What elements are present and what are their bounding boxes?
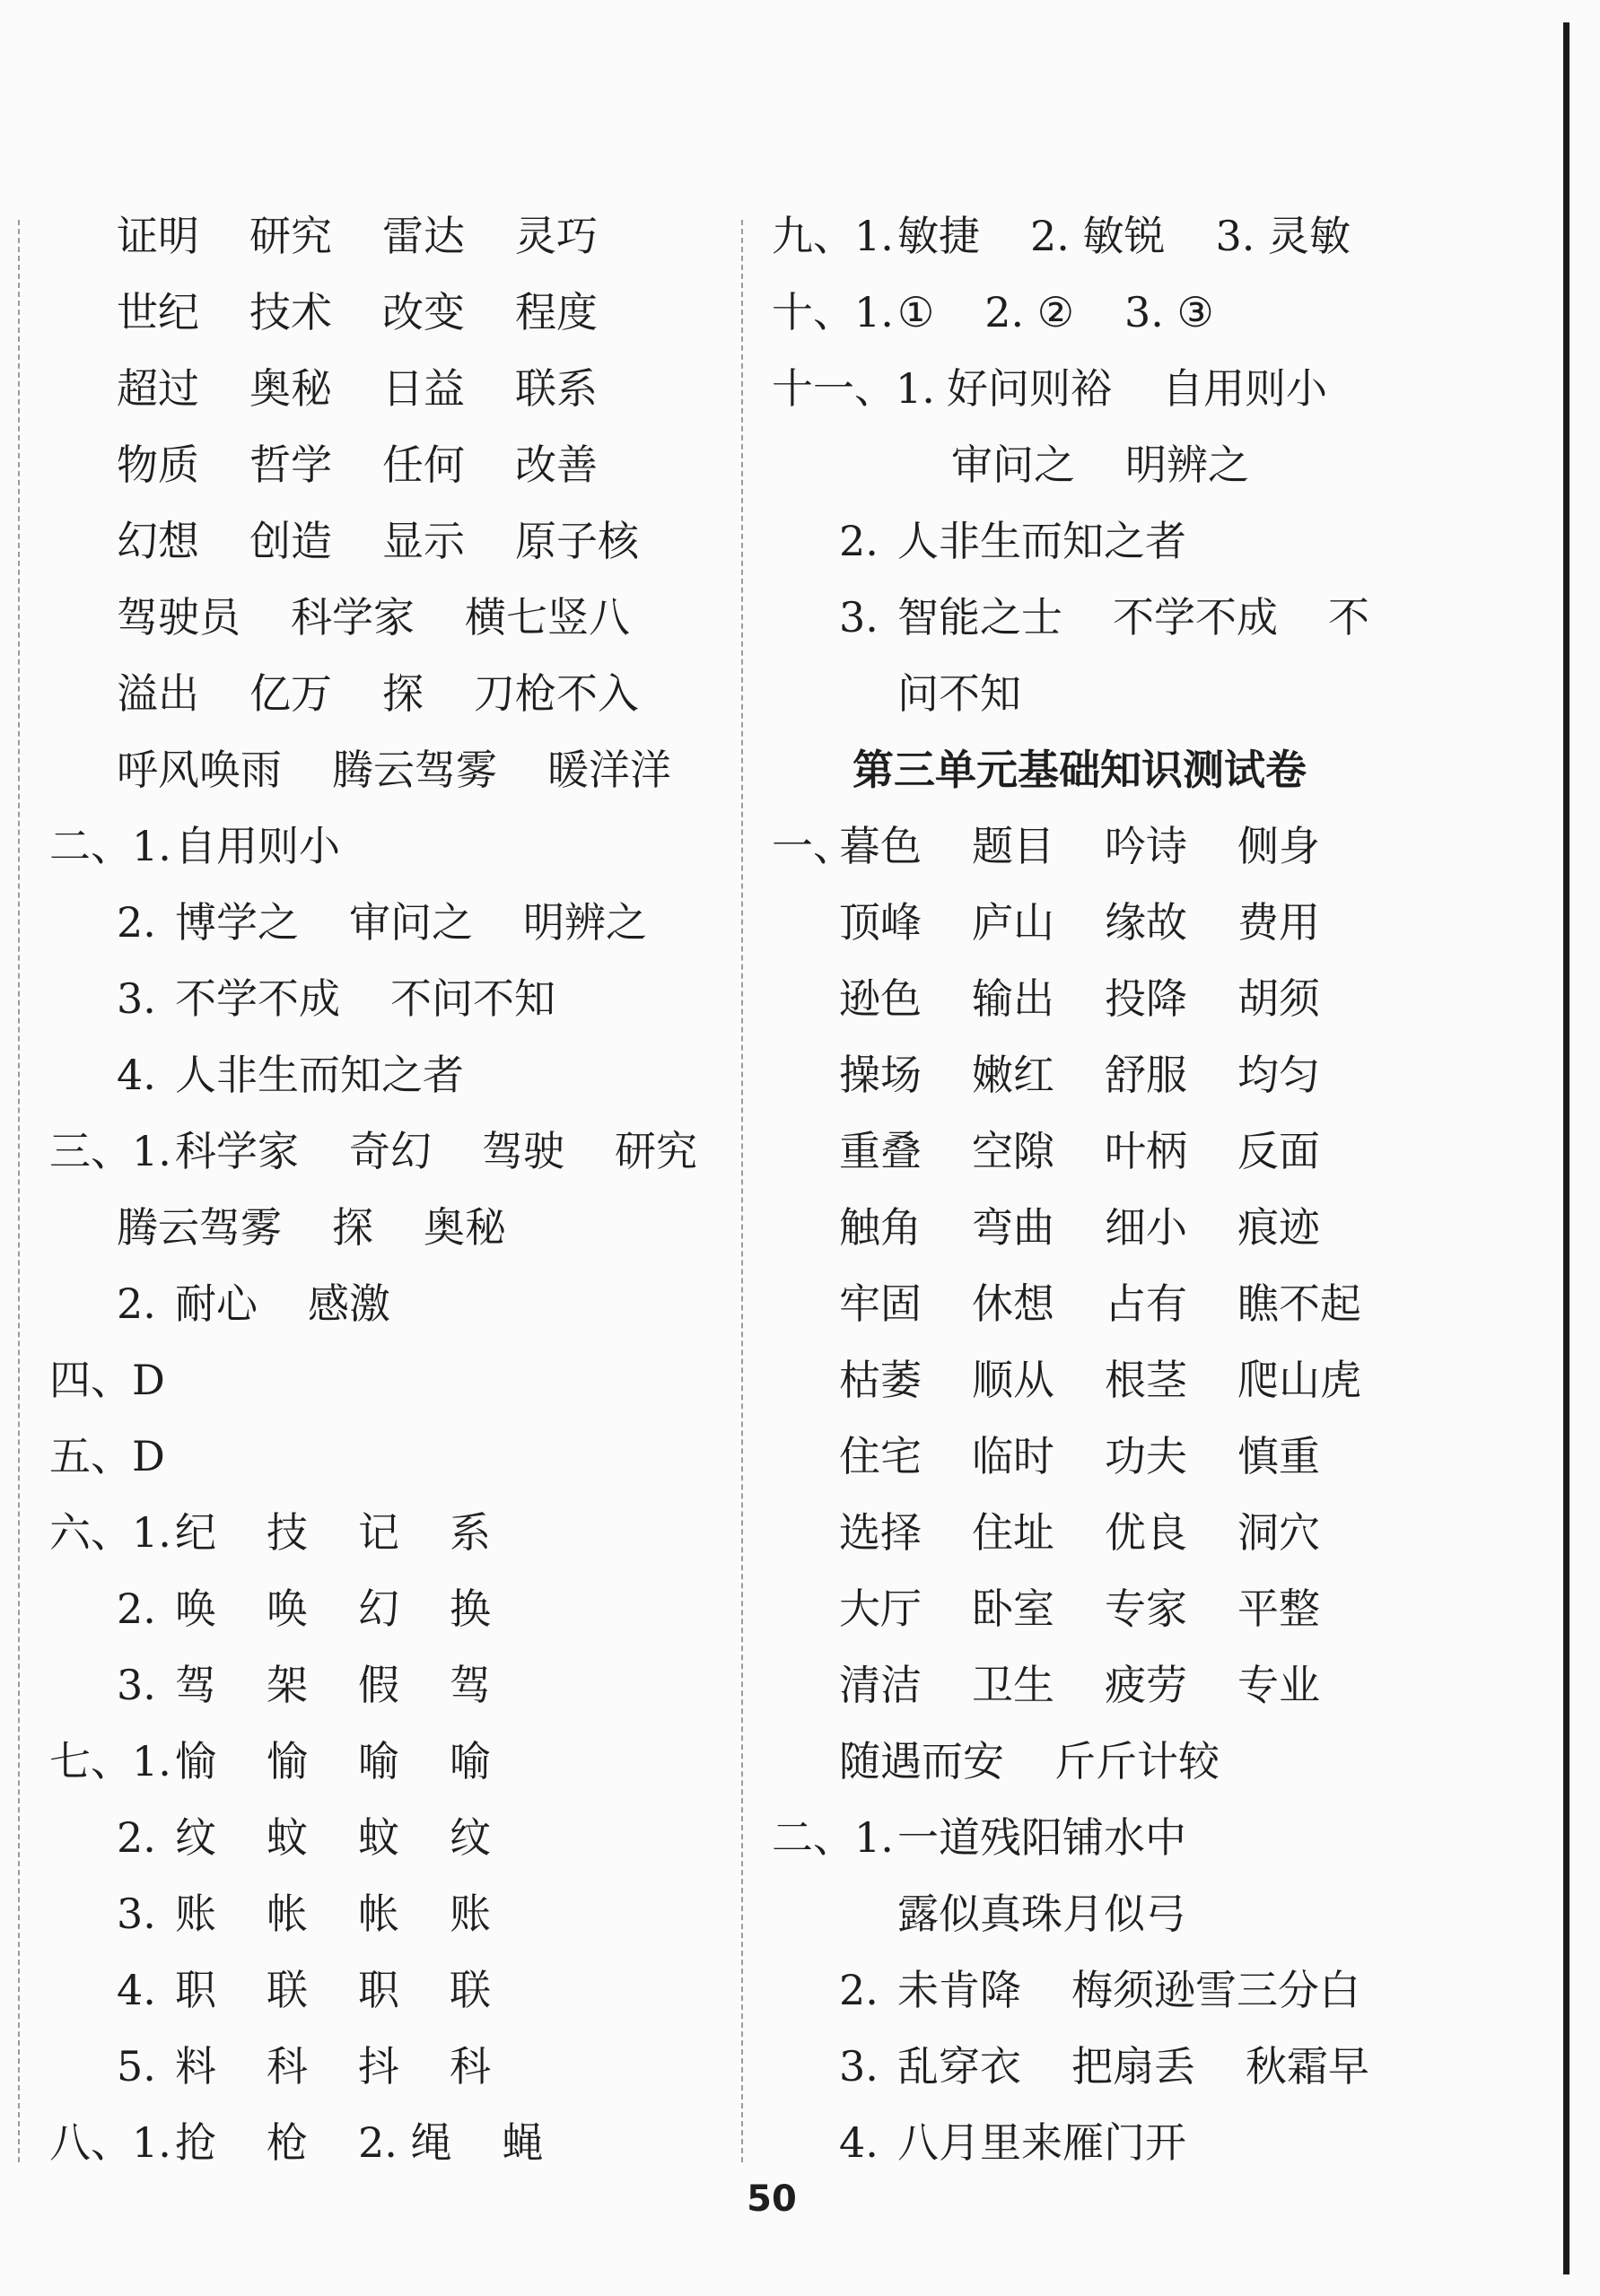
left-answer-line	[175, 821, 390, 871]
left-answer-line	[117, 1202, 556, 1253]
left-answer-line	[117, 516, 689, 566]
section-answer-line	[897, 2117, 1237, 2168]
answer-item: 雷达	[382, 212, 465, 260]
section-answer-line	[897, 1812, 1237, 1863]
answer-item: 超过	[117, 364, 199, 413]
answer-item: 均匀	[1237, 1051, 1320, 1099]
answer-item: 改变	[382, 288, 465, 336]
left-marker: 六、1.	[49, 1508, 171, 1557]
answer-item: 科学家	[175, 1127, 299, 1175]
answer-item: 输出	[972, 974, 1054, 1023]
section-answer-line	[839, 1050, 1370, 1100]
left-marker: 八、1.	[49, 2118, 171, 2167]
answer-item: 不	[1328, 593, 1369, 642]
answer-item: 2. ②	[984, 288, 1074, 336]
answer-item: 科	[450, 2042, 491, 2091]
answer-item: 不学不成	[1113, 593, 1278, 642]
section-marker: 4.	[839, 2118, 879, 2167]
section-answer-line	[839, 1202, 1370, 1253]
right-marker: 2.	[839, 517, 879, 565]
answer-item: 愉	[267, 1737, 308, 1785]
answer-item: 优良	[1105, 1508, 1187, 1557]
answer-item: 投降	[1105, 974, 1187, 1023]
answer-item: 幻	[358, 1585, 399, 1633]
answer-item: 暮色	[839, 822, 922, 870]
answer-item: 休想	[972, 1279, 1054, 1328]
answer-item: 顺从	[972, 1356, 1054, 1404]
left-marker: 2.	[117, 898, 156, 947]
answer-item: 随遇而安	[839, 1737, 1004, 1785]
answer-item: 逊色	[839, 974, 922, 1023]
section-answer-line	[839, 897, 1370, 947]
section-marker: 3.	[839, 2042, 879, 2091]
right-marker: 3.	[839, 593, 879, 642]
answer-item: 明辨之	[1125, 441, 1249, 489]
answer-item: 任何	[382, 441, 465, 489]
left-answer-line	[175, 973, 606, 1024]
answer-item: 显示	[382, 517, 465, 565]
left-marker: 5.	[117, 2042, 156, 2091]
answer-item: 亿万	[249, 669, 332, 718]
answer-item: 唤	[175, 1585, 216, 1633]
left-marker: 2.	[117, 1813, 156, 1862]
left-answer-line	[117, 287, 648, 337]
left-answer-line	[175, 1660, 541, 1710]
left-answer-line	[175, 1965, 541, 2015]
section-answer-line	[839, 1507, 1370, 1558]
answer-item: 耐心	[175, 1279, 258, 1328]
answer-item: 系	[450, 1508, 491, 1557]
answer-item: 改善	[515, 441, 598, 489]
answer-item: 梅须逊雪三分白	[1071, 1966, 1360, 2014]
section-answer-line	[839, 1126, 1370, 1176]
answer-item: 问不知	[897, 669, 1021, 718]
answer-item: 愉	[175, 1737, 216, 1785]
answer-item: 职	[175, 1966, 216, 2014]
right-answer-line	[951, 440, 1299, 490]
left-marker: 七、1.	[49, 1737, 171, 1785]
answer-item: 研究	[615, 1127, 697, 1175]
answer-item: 科	[267, 2042, 308, 2091]
answer-item: 未肯降	[897, 1966, 1021, 2014]
answer-item: 职	[358, 1966, 399, 2014]
left-marker: 三、1.	[49, 1127, 171, 1175]
left-answer-line	[117, 440, 648, 490]
answer-item: 抖	[358, 2042, 399, 2091]
answer-item: 乱穿衣	[897, 2042, 1021, 2091]
right-answer-line	[897, 516, 1237, 566]
left-answer-line	[175, 2117, 594, 2168]
answer-item: 日益	[382, 364, 465, 413]
section-answer-line	[839, 1355, 1412, 1405]
answer-item: 侧身	[1237, 822, 1320, 870]
answer-item: 八月里来雁门开	[897, 2118, 1186, 2167]
answer-item: 题目	[972, 822, 1054, 870]
answer-item: 横七竖八	[465, 593, 630, 642]
answer-item: 自用则小	[175, 822, 340, 870]
answer-item: 驾	[175, 1661, 216, 1709]
left-answer-line	[117, 592, 680, 642]
answer-item: 技术	[249, 288, 332, 336]
answer-item: 研究	[249, 212, 332, 260]
answer-item: 科学家	[291, 593, 415, 642]
answer-item: 庐山	[972, 898, 1054, 947]
answer-item: 人非生而知之者	[175, 1051, 464, 1099]
section-answer-line	[839, 1584, 1370, 1634]
answer-item: 溢出	[117, 669, 199, 718]
section-answer-line	[839, 1431, 1370, 1481]
answer-item: 原子核	[515, 517, 639, 565]
answer-item: 换	[450, 1585, 491, 1633]
answer-item: 探	[332, 1203, 373, 1252]
answer-item: 2. 绳	[358, 2118, 452, 2167]
answer-item: 纹	[450, 1813, 491, 1862]
answer-item: 根茎	[1105, 1356, 1187, 1404]
answer-item: 假	[358, 1661, 399, 1709]
answer-item: 2. 敏锐	[1030, 212, 1166, 260]
left-marker: 四、D	[49, 1356, 165, 1404]
left-marker: 4.	[117, 1051, 156, 1099]
answer-item: 纪	[175, 1508, 216, 1557]
answer-item: 审问之	[349, 898, 473, 947]
answer-item: 蚊	[358, 1813, 399, 1862]
right-answer-line	[897, 592, 1420, 642]
answer-item: 程度	[515, 288, 598, 336]
answer-item: 腾云驾雾	[332, 746, 497, 794]
answer-item: 纹	[175, 1813, 216, 1862]
answer-item: 爬山虎	[1237, 1356, 1361, 1404]
answer-item: 专家	[1105, 1585, 1187, 1633]
answer-item: 斤斤计较	[1054, 1737, 1220, 1785]
answer-item: 敏捷	[897, 212, 980, 260]
answer-item: 大厅	[839, 1585, 922, 1633]
answer-item: 舒服	[1105, 1051, 1187, 1099]
left-answer-line	[175, 1889, 541, 1939]
answer-item: 喻	[358, 1737, 399, 1785]
answer-item: 重叠	[839, 1127, 922, 1175]
left-marker: 2.	[117, 1279, 156, 1328]
answer-item: 枯萎	[839, 1356, 922, 1404]
answer-item: 不学不成	[175, 974, 340, 1023]
answer-item: 感激	[308, 1279, 390, 1328]
answer-item: 审问之	[951, 441, 1075, 489]
answer-item: 住宅	[839, 1432, 922, 1480]
answer-item: 慎重	[1237, 1432, 1320, 1480]
answer-item: 洞穴	[1237, 1508, 1320, 1557]
answer-item: 触角	[839, 1203, 922, 1252]
left-answer-line	[117, 363, 648, 414]
answer-item: 证明	[117, 212, 199, 260]
left-answer-line	[175, 1050, 514, 1100]
answer-item: 刀枪不入	[474, 669, 639, 718]
left-answer-line	[175, 1584, 541, 1634]
section-answer-line	[839, 1279, 1412, 1329]
answer-item: 物质	[117, 441, 199, 489]
answer-item: 技	[267, 1508, 308, 1557]
right-answer-line	[897, 287, 1264, 337]
answer-item: 记	[358, 1508, 399, 1557]
answer-item: 平整	[1237, 1585, 1320, 1633]
section-marker: 2.	[839, 1966, 879, 2014]
answer-item: 功夫	[1105, 1432, 1187, 1480]
answer-item: 奇幻	[349, 1127, 432, 1175]
section-marker: 一、	[772, 822, 854, 870]
answer-item: 抢	[175, 2118, 216, 2167]
answer-item: 人非生而知之者	[897, 517, 1186, 565]
section-answer-line	[839, 821, 1370, 871]
answer-item: 顶峰	[839, 898, 922, 947]
column-divider-dashed-line	[741, 220, 743, 2162]
left-marker: 五、D	[49, 1432, 165, 1480]
left-answer-line	[175, 1736, 541, 1786]
answer-item: 好问则裕	[947, 364, 1112, 413]
answer-item: 选择	[839, 1508, 922, 1557]
right-answer-line	[897, 211, 1401, 261]
answer-item: 住址	[972, 1508, 1054, 1557]
answer-item: 枪	[267, 2118, 308, 2167]
left-answer-line	[175, 1279, 441, 1329]
answer-item: 蚊	[267, 1813, 308, 1862]
answer-item: 痕迹	[1237, 1203, 1320, 1252]
right-marker: 九、1.	[772, 212, 894, 260]
answer-item: 反面	[1237, 1127, 1320, 1175]
left-marker: 3.	[117, 1661, 156, 1709]
answer-item: 叶柄	[1105, 1127, 1187, 1175]
answer-item: 把扇丢	[1071, 2042, 1195, 2091]
section-marker: 二、1.	[772, 1813, 894, 1862]
left-answer-line	[117, 745, 721, 795]
answer-item: 牢固	[839, 1279, 922, 1328]
answer-item: 料	[175, 2042, 216, 2091]
answer-item: 嫩红	[972, 1051, 1054, 1099]
answer-item: 帐	[358, 1890, 399, 1938]
right-marker: 十、1.	[772, 288, 894, 336]
page-number: 50	[747, 2178, 797, 2220]
answer-item: 世纪	[117, 288, 199, 336]
answer-item: 暖洋洋	[547, 746, 671, 794]
answer-item: 费用	[1237, 898, 1320, 947]
answer-item: 明辨之	[523, 898, 647, 947]
left-answer-line	[175, 1126, 748, 1176]
section-answer-line	[897, 1965, 1411, 2015]
page-edge-bar	[1563, 22, 1569, 2274]
answer-item: 3. ③	[1124, 288, 1214, 336]
left-marker: 4.	[117, 1966, 156, 2014]
right-answer-line	[897, 668, 1071, 719]
answer-item: 驾	[450, 1661, 491, 1709]
answer-item: 驾驶员	[117, 593, 240, 642]
answer-item: 帐	[267, 1890, 308, 1938]
answer-item: 智能之士	[897, 593, 1062, 642]
answer-item: 缘故	[1105, 898, 1187, 947]
answer-item: 疲劳	[1105, 1661, 1187, 1709]
section-answer-line	[839, 1660, 1370, 1710]
left-answer-line	[175, 1812, 541, 1863]
answer-item: 探	[382, 669, 424, 718]
right-marker: 十一、1.	[772, 364, 935, 413]
left-answer-line	[175, 2041, 541, 2091]
left-marker: 3.	[117, 1890, 156, 1938]
answer-item: 奥秘	[249, 364, 332, 413]
answer-item: 蝇	[502, 2118, 544, 2167]
answer-item: 灵巧	[515, 212, 598, 260]
answer-item: 专业	[1237, 1661, 1320, 1709]
left-answer-line	[117, 211, 648, 261]
answer-item: 吟诗	[1105, 822, 1187, 870]
left-answer-line	[175, 897, 697, 947]
left-marker: 3.	[117, 974, 156, 1023]
answer-item: 喻	[450, 1737, 491, 1785]
answer-item: 创造	[249, 517, 332, 565]
answer-item: 唤	[267, 1585, 308, 1633]
answer-item: 奥秘	[424, 1203, 506, 1252]
answer-item: 联系	[515, 364, 598, 413]
answer-item: 账	[450, 1890, 491, 1938]
section-answer-line	[897, 2041, 1420, 2091]
answer-item: 联	[267, 1966, 308, 2014]
answer-item: 露似真珠月似弓	[897, 1890, 1186, 1938]
answer-item: 瞧不起	[1237, 1279, 1361, 1328]
section-answer-line	[839, 1736, 1270, 1786]
answer-item: 3. 灵敏	[1215, 212, 1351, 260]
answer-item: 哲学	[249, 441, 332, 489]
section-answer-line	[839, 973, 1370, 1024]
answer-item: 一道残阳铺水中	[897, 1813, 1186, 1862]
left-answer-line	[175, 1507, 541, 1558]
answer-item: 空隙	[972, 1127, 1054, 1175]
answer-item: 秋霜早	[1246, 2042, 1369, 2091]
answer-item: 不问不知	[390, 974, 555, 1023]
left-answer-line	[117, 668, 689, 719]
answer-item: ①	[897, 288, 935, 336]
answer-item: 弯曲	[972, 1203, 1054, 1252]
right-answer-line	[947, 363, 1377, 414]
answer-item: 呼风唤雨	[117, 746, 282, 794]
answer-item: 清洁	[839, 1661, 922, 1709]
answer-item: 卫生	[972, 1661, 1054, 1709]
left-margin-dashed-line	[18, 220, 20, 2162]
answer-item: 临时	[972, 1432, 1054, 1480]
answer-item: 细小	[1105, 1203, 1187, 1252]
answer-item: 驾驶	[482, 1127, 564, 1175]
answer-item: 博学之	[175, 898, 299, 947]
answer-item: 账	[175, 1890, 216, 1938]
answer-item: 腾云驾雾	[117, 1203, 282, 1252]
answer-item: 架	[267, 1661, 308, 1709]
answer-item: 联	[450, 1966, 491, 2014]
answer-item: 自用则小	[1162, 364, 1327, 413]
left-marker: 2.	[117, 1585, 156, 1633]
answer-item: 占有	[1105, 1279, 1187, 1328]
answer-item: 卧室	[972, 1585, 1054, 1633]
section-title: 第三单元基础知识测试卷	[852, 746, 1307, 794]
answer-item: 幻想	[117, 517, 199, 565]
answer-item: 操场	[839, 1051, 922, 1099]
left-marker: 二、1.	[49, 822, 171, 870]
answer-item: 胡须	[1237, 974, 1320, 1023]
section-answer-line	[897, 1889, 1237, 1939]
